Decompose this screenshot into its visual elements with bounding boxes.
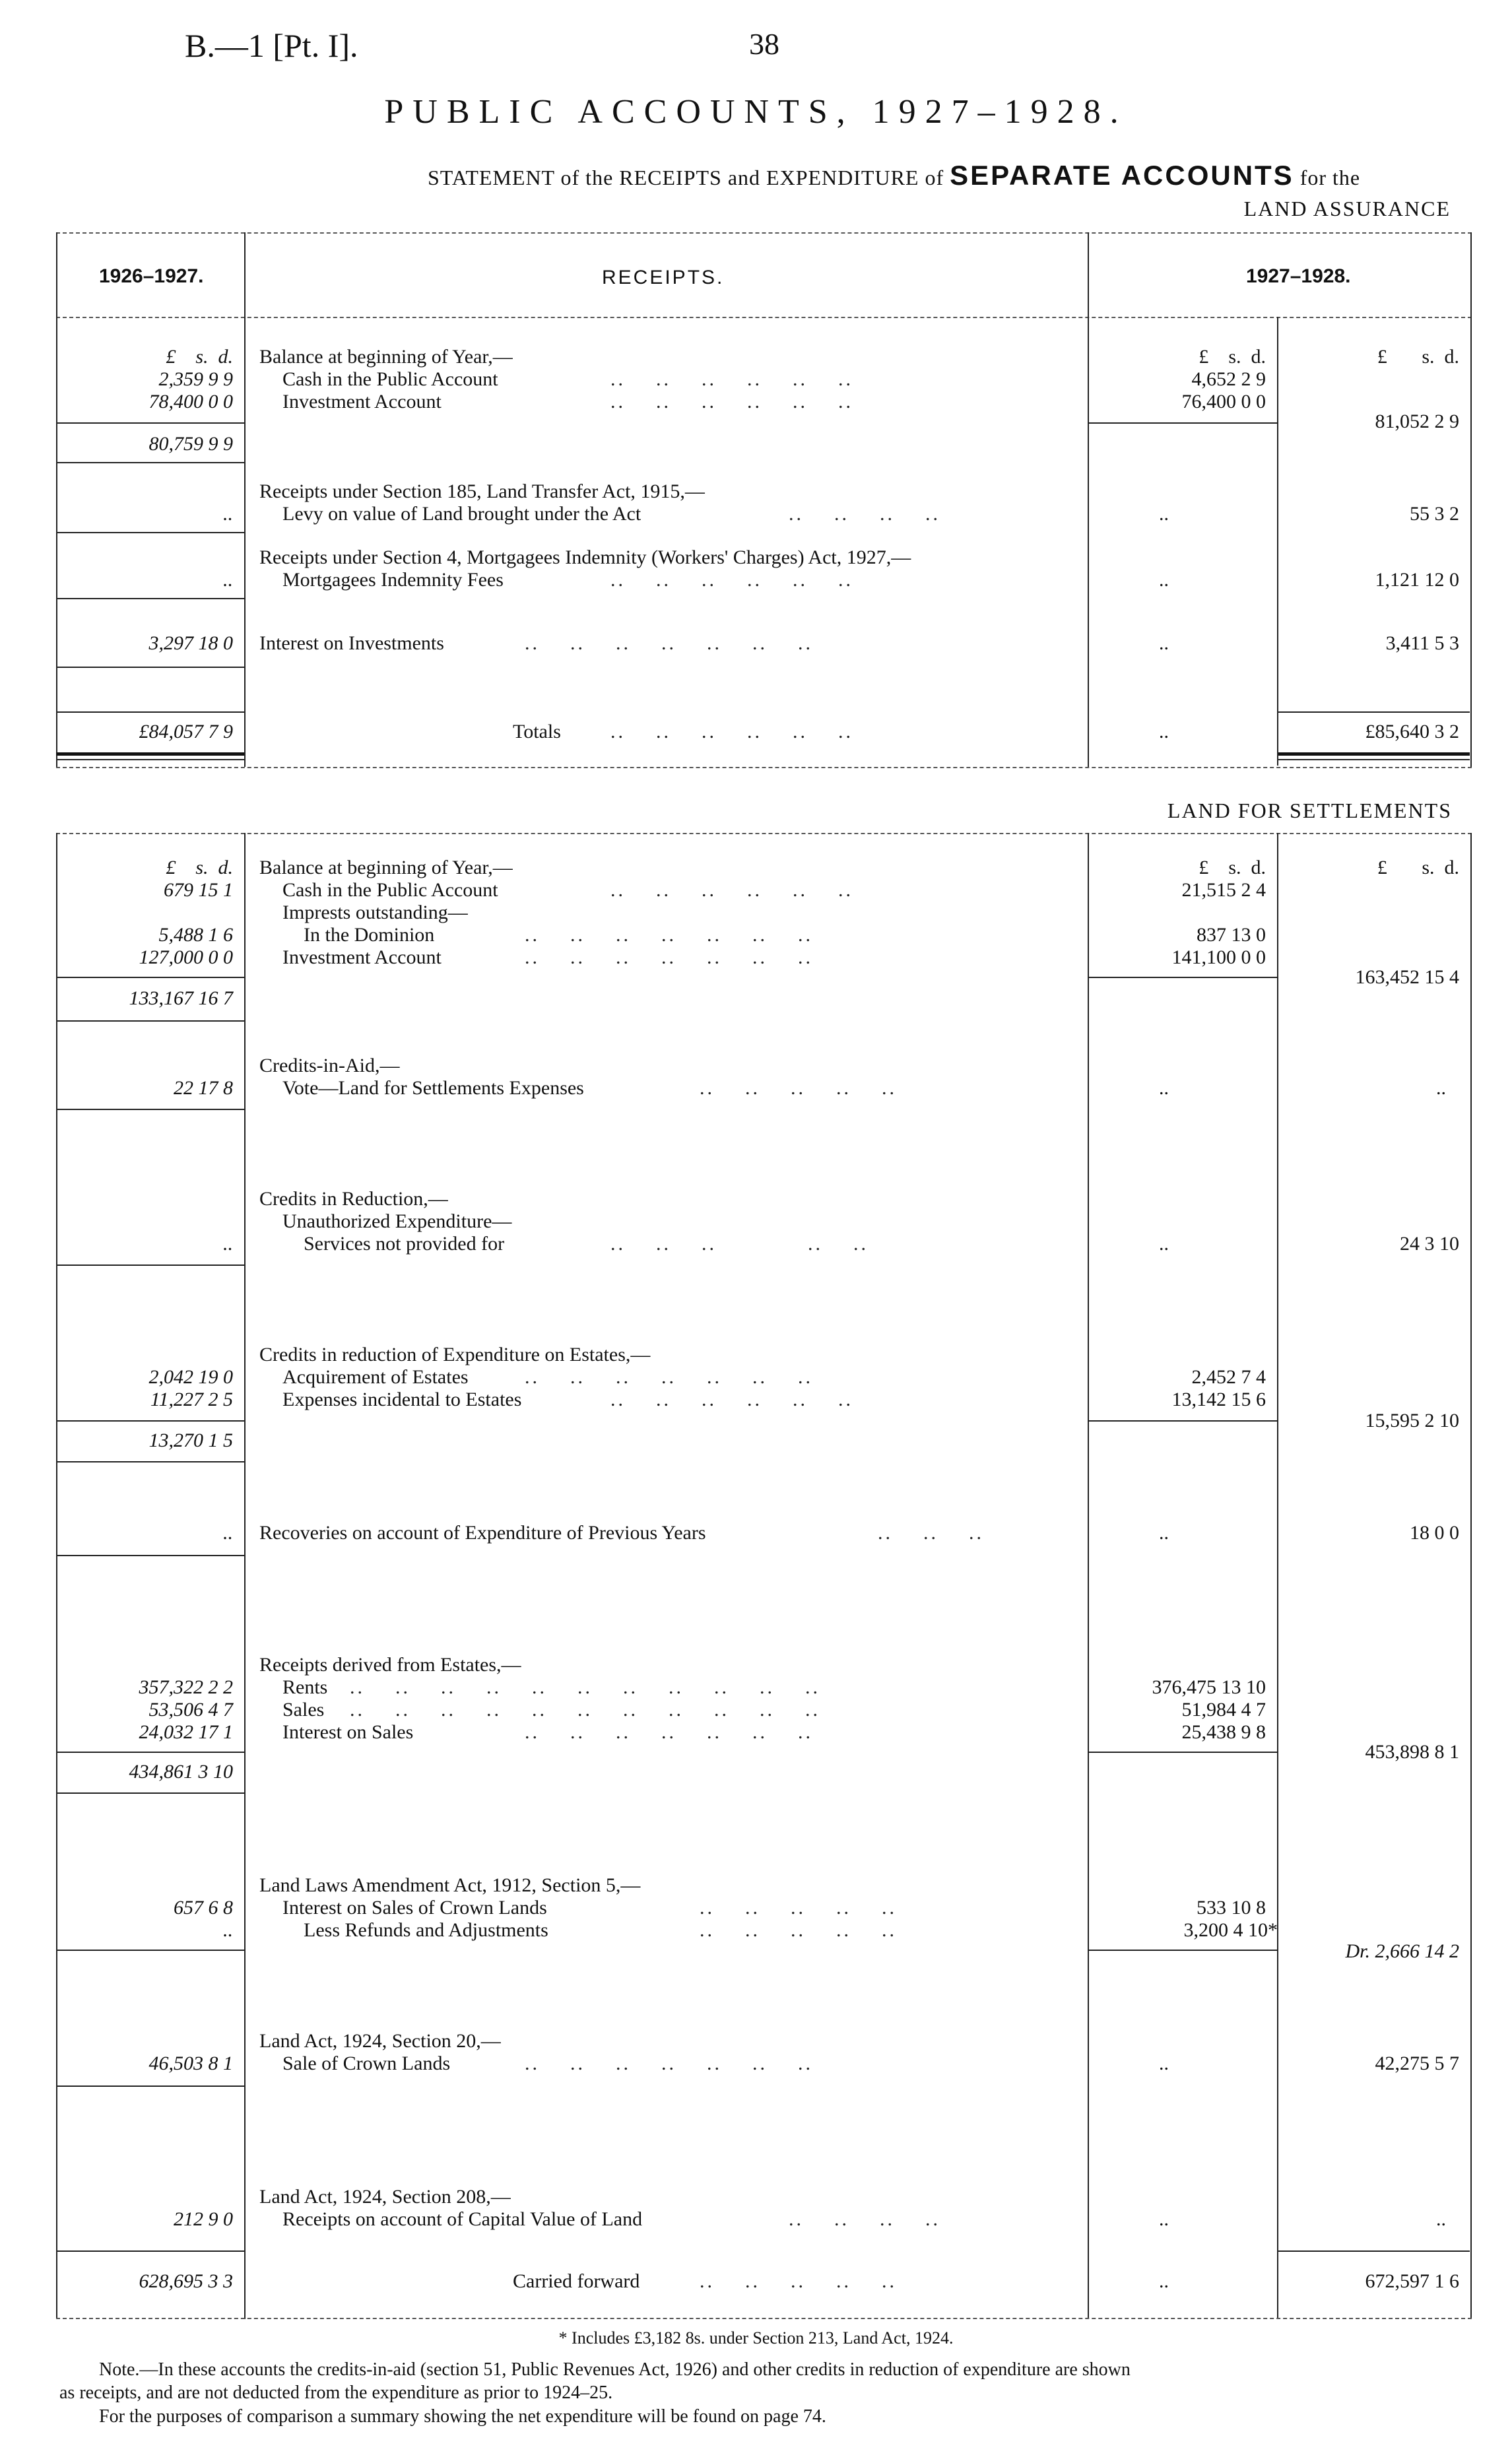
rule (1089, 1950, 1277, 1951)
curr-total-amount: Dr. 2,666 14 2 (1345, 1940, 1459, 1962)
rule (1277, 317, 1278, 766)
rule (56, 1264, 244, 1266)
statement-suffix: for the (1299, 166, 1361, 189)
prev-amount: 357,322 2 2 (139, 1676, 233, 1698)
unit-header-prev: £ s. d. (166, 857, 233, 878)
prev-amount: .. (223, 569, 233, 591)
curr-sub-amount: .. (1159, 2270, 1169, 2292)
unit-header-curr2: £ s. d. (1377, 857, 1459, 878)
curr-sub-amount: 51,984 4 7 (1181, 1699, 1266, 1721)
leader-dots: .. .. .. .. .. .. .. (525, 924, 813, 946)
leader-dots: .. .. .. .. .. (700, 2270, 897, 2292)
leader-dots: .. .. .. .. (789, 503, 940, 525)
row-label: Cash in the Public Account (282, 368, 498, 390)
curr-grand-total: £85,640 3 2 (1365, 721, 1459, 742)
row-label: Interest on Sales of Crown Lands (282, 1897, 547, 1919)
leader-dots: .. .. .. .. .. (610, 1233, 869, 1255)
row-label: Interest on Sales (282, 1721, 414, 1743)
curr-sub-amount: 13,142 15 6 (1171, 1389, 1266, 1410)
leader-dots: .. .. .. .. .. .. (610, 391, 853, 412)
leader-dots: .. .. .. .. .. (700, 1919, 897, 1941)
leader-dots: .. .. .. .. .. .. (610, 368, 853, 390)
rule (56, 752, 244, 756)
row-label: Vote—Land for Settlements Expenses (282, 1077, 584, 1099)
prev-amount: 212 9 0 (174, 2208, 233, 2230)
rule (56, 1950, 244, 1951)
prev-amount: 679 15 1 (164, 879, 233, 901)
row-label: In the Dominion (304, 924, 435, 946)
row-label: Expenses incidental to Estates (282, 1389, 522, 1410)
row-label: Credits in reduction of Expenditure on Estates,— (259, 1344, 651, 1365)
rule (56, 1555, 244, 1556)
curr-total-amount: 453,898 8 1 (1365, 1741, 1459, 1763)
row-label: Receipts on account of Capital Value of Land (282, 2208, 643, 2230)
prev-amount: 46,503 8 1 (148, 2052, 233, 2074)
curr-total-amount: .. (1436, 1077, 1446, 1099)
rule (56, 711, 244, 713)
rule (56, 462, 244, 463)
curr-total-amount: 24 3 10 (1400, 1233, 1459, 1255)
curr-sub-amount: 21,515 2 4 (1181, 879, 1266, 901)
prev-amount: 11,227 2 5 (150, 1389, 233, 1410)
rule (56, 422, 244, 424)
leader-dots: .. .. .. .. .. .. .. (525, 946, 813, 968)
rule (1278, 759, 1470, 760)
curr-total-amount: 55 3 2 (1410, 503, 1459, 525)
note-line-1: Note.—In these accounts the credits-in-aid (section 51, Public Revenues Act, 1926) and other credits in reduction of expenditure are shown (99, 2359, 1131, 2380)
note-line-3: For the purposes of comparison a summary showing the net expenditure will be found on page 74. (99, 2406, 826, 2427)
prev-carried-forward: 628,695 3 3 (139, 2270, 233, 2292)
row-label: Sales (282, 1699, 325, 1721)
curr-sub-amount: .. (1159, 1077, 1169, 1099)
row-label: Receipts under Section 185, Land Transfer Act, 1915,— (259, 480, 705, 502)
curr-sub-amount: 376,475 13 10 (1152, 1676, 1266, 1698)
leader-dots: .. .. .. .. .. .. (610, 879, 853, 901)
row-label: Mortgagees Indemnity Fees (282, 569, 504, 591)
curr-sub-amount: .. (1159, 721, 1169, 742)
col-head-prev-year: 1926–1927. (99, 265, 204, 287)
leader-dots: .. .. .. .. (789, 2208, 940, 2230)
curr-sub-amount: .. (1159, 1233, 1169, 1255)
curr-sub-amount: 25,438 9 8 (1181, 1721, 1266, 1743)
rule (56, 833, 57, 2319)
curr-total-amount: 18 0 0 (1410, 1522, 1459, 1544)
rule (56, 232, 1472, 234)
row-label: Services not provided for (304, 1233, 505, 1255)
curr-total-amount: .. (1436, 2208, 1446, 2230)
leader-dots: .. .. .. .. .. .. .. .. .. .. .. (350, 1699, 820, 1721)
leader-dots: .. .. .. .. .. .. (610, 721, 853, 742)
row-label: Less Refunds and Adjustments (304, 1919, 548, 1941)
curr-carried-forward: 672,597 1 6 (1365, 2270, 1459, 2292)
leader-dots: .. .. .. .. .. (700, 1897, 897, 1919)
row-label: Unauthorized Expenditure— (282, 1210, 512, 1232)
rule (1089, 1752, 1277, 1753)
curr-sub-amount: .. (1159, 503, 1169, 525)
rule (1088, 833, 1089, 2319)
leader-dots: .. .. .. .. .. .. .. (525, 1366, 813, 1388)
curr-sub-amount: .. (1159, 569, 1169, 591)
col-head-curr-year: 1927–1928. (1246, 265, 1351, 287)
curr-sub-amount: .. (1159, 2052, 1169, 2074)
page-number: 38 (749, 27, 779, 61)
prev-subtotal: 434,861 3 10 (129, 1761, 233, 1783)
rule (244, 833, 246, 2319)
row-label: Receipts under Section 4, Mortgagees Indemnity (Workers' Charges) Act, 1927,— (259, 546, 911, 568)
rule (56, 2085, 244, 2087)
statement-prefix: STATEMENT of the RECEIPTS and EXPENDITURE of (428, 166, 944, 189)
row-label: Balance at beginning of Year,— (259, 346, 513, 368)
rule (56, 1109, 244, 1110)
row-label: Balance at beginning of Year,— (259, 857, 513, 878)
row-label: Sale of Crown Lands (282, 2052, 451, 2074)
prev-grand-total: £84,057 7 9 (139, 721, 233, 742)
document-reference: B.—1 [Pt. I]. (185, 27, 358, 64)
statement-bold: SEPARATE ACCOUNTS (950, 160, 1294, 191)
page-title: PUBLIC ACCOUNTS, 1927–1928. (384, 93, 1128, 131)
curr-total-amount: 1,121 12 0 (1375, 569, 1459, 591)
row-label: Credits-in-Aid,— (259, 1055, 400, 1076)
row-label: Recoveries on account of Expenditure of Previous Years (259, 1522, 706, 1544)
leader-dots: .. .. .. .. .. .. .. .. .. .. .. (350, 1676, 820, 1698)
prev-amount: 2,042 19 0 (148, 1366, 233, 1388)
rule (56, 232, 57, 767)
row-label: Credits in Reduction,— (259, 1188, 448, 1210)
curr-sub-amount: 76,400 0 0 (1181, 391, 1266, 412)
prev-subtotal: 80,759 9 9 (148, 433, 233, 455)
leader-dots: .. .. .. .. .. (700, 1077, 897, 1099)
col-head-receipts: RECEIPTS. (602, 267, 725, 288)
prev-amount: 2,359 9 9 (158, 368, 233, 390)
rule (244, 232, 246, 767)
curr-sub-amount: 3,200 4 10* (1183, 1919, 1278, 1941)
prev-subtotal: 13,270 1 5 (148, 1429, 233, 1451)
row-label: Levy on value of Land brought under the Act (282, 503, 641, 525)
rule (56, 1792, 244, 1794)
rule (56, 2250, 244, 2252)
rule (1089, 977, 1277, 978)
curr-sub-amount: 4,652 2 9 (1191, 368, 1266, 390)
row-label: Receipts derived from Estates,— (259, 1654, 521, 1676)
rule (56, 759, 244, 760)
leader-dots: .. .. .. .. .. .. .. (525, 1721, 813, 1743)
row-label: Interest on Investments (259, 632, 444, 654)
row-label: Acquirement of Estates (282, 1366, 469, 1388)
rule (56, 767, 1472, 768)
prev-amount: 5,488 1 6 (158, 924, 233, 946)
prev-amount: 22 17 8 (174, 1077, 233, 1099)
curr-total-amount: 3,411 5 3 (1385, 632, 1459, 654)
rule (1277, 833, 1278, 2319)
row-label: Investment Account (282, 391, 442, 412)
prev-amount: .. (223, 1919, 233, 1941)
rule (56, 1752, 244, 1753)
note-line-2: as receipts, and are not deducted from the expenditure as prior to 1924–25. (59, 2382, 613, 2403)
rule (1278, 711, 1470, 713)
prev-subtotal: 133,167 16 7 (129, 987, 233, 1009)
rule (1089, 1420, 1277, 1422)
prev-amount: 53,506 4 7 (148, 1699, 233, 1721)
rule (56, 1420, 244, 1422)
section-title-land-settlements: LAND FOR SETTLEMENTS (1167, 799, 1452, 822)
curr-sub-amount: 141,100 0 0 (1171, 946, 1266, 968)
leader-dots: .. .. .. .. .. .. .. (525, 2052, 813, 2074)
carried-forward-label: Carried forward (513, 2270, 640, 2292)
curr-sub-amount: 2,452 7 4 (1191, 1366, 1266, 1388)
leader-dots: .. .. .. .. .. .. .. (525, 632, 813, 654)
rule (56, 977, 244, 978)
unit-header-prev: £ s. d. (166, 346, 233, 368)
curr-total-amount: 42,275 5 7 (1375, 2052, 1459, 2074)
rule (56, 2318, 1472, 2319)
row-label: Rents (282, 1676, 328, 1698)
rule (1278, 2250, 1470, 2252)
curr-sub-amount: .. (1159, 1522, 1169, 1544)
curr-sub-amount: 533 10 8 (1197, 1897, 1266, 1919)
leader-dots: .. .. .. .. .. .. (610, 1389, 853, 1410)
rule (56, 532, 244, 533)
curr-total-amount: 81,052 2 9 (1375, 410, 1459, 432)
unit-header-curr1: £ s. d. (1199, 346, 1266, 368)
footnote: * Includes £3,182 8s. under Section 213, Land Act, 1924. (558, 2328, 954, 2348)
prev-amount: .. (223, 503, 233, 525)
prev-amount: 3,297 18 0 (148, 632, 233, 654)
prev-amount: 78,400 0 0 (148, 391, 233, 412)
unit-header-curr2: £ s. d. (1377, 346, 1459, 368)
rule (1089, 422, 1277, 424)
unit-header-curr1: £ s. d. (1199, 857, 1266, 878)
rule (1470, 833, 1472, 2319)
rule (1278, 752, 1470, 756)
section-title-land-assurance: LAND ASSURANCE (1243, 197, 1451, 220)
prev-amount: 24,032 17 1 (139, 1721, 233, 1743)
curr-sub-amount: .. (1159, 632, 1169, 654)
leader-dots: .. .. .. .. .. .. (610, 569, 853, 591)
prev-amount: .. (223, 1233, 233, 1255)
rule (1470, 232, 1472, 767)
row-label: Investment Account (282, 946, 442, 968)
statement-heading (428, 160, 1360, 191)
rule (56, 667, 244, 668)
rule (56, 1461, 244, 1462)
row-label: Imprests outstanding— (282, 902, 468, 923)
curr-sub-amount: .. (1159, 2208, 1169, 2230)
rule (56, 1020, 244, 1022)
curr-total-amount: 15,595 2 10 (1365, 1410, 1459, 1431)
row-label: Cash in the Public Account (282, 879, 498, 901)
row-label: Land Act, 1924, Section 20,— (259, 2030, 501, 2052)
leader-dots: .. .. .. (878, 1522, 984, 1544)
prev-amount: 127,000 0 0 (139, 946, 233, 968)
rule (56, 833, 1472, 834)
prev-amount: 657 6 8 (174, 1897, 233, 1919)
totals-label: Totals (513, 721, 561, 742)
curr-total-amount: 163,452 15 4 (1355, 966, 1459, 988)
rule (1088, 232, 1089, 767)
rule (56, 598, 244, 599)
row-label: Land Laws Amendment Act, 1912, Section 5,— (259, 1874, 641, 1896)
prev-amount: .. (223, 1522, 233, 1544)
rule (56, 317, 1472, 318)
row-label: Land Act, 1924, Section 208,— (259, 2186, 511, 2208)
curr-sub-amount: 837 13 0 (1197, 924, 1266, 946)
